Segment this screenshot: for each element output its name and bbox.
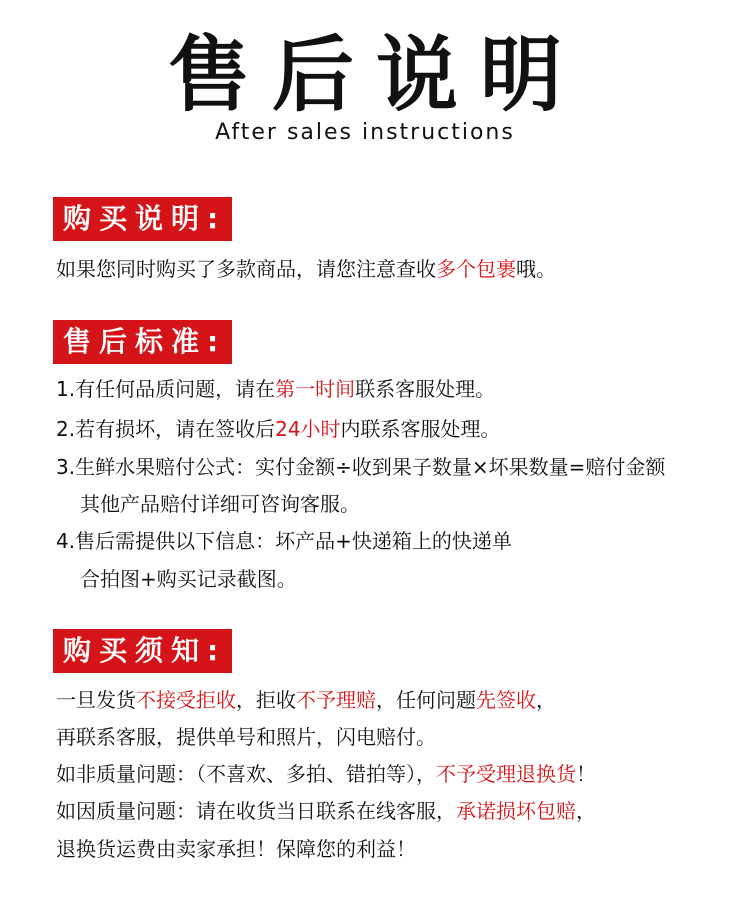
page-subtitle: After sales instructions	[215, 120, 515, 145]
notice-line-2: 再联系客服，提供单号和照片，闪电赔付。	[56, 725, 436, 749]
text-segment: 2.若有损坏，请在签收后	[56, 417, 276, 441]
text-segment: 如非质量问题：（不喜欢、多拍、错拍等），	[56, 762, 436, 786]
aftersales-item-1	[56, 374, 495, 404]
highlight-text: 不予理赔	[296, 688, 376, 712]
page-title: 售后说明	[167, 28, 584, 123]
highlight-text: 第一时间	[275, 377, 356, 401]
text-segment: ，	[576, 799, 596, 823]
text-segment: 一旦发货	[56, 688, 136, 712]
highlight-text: 多个包裹	[436, 257, 516, 281]
text-segment: ，	[536, 688, 556, 712]
notice-line-1	[56, 685, 556, 715]
section-badge-aftersales: 售后标准:	[53, 320, 232, 364]
highlight-text: 不接受拒收	[136, 688, 236, 712]
notice-line-4	[56, 796, 596, 826]
text-segment: 如因质量问题：请在收货当日联系在线客服，	[56, 799, 456, 823]
highlight-text: 先签收	[476, 688, 536, 712]
highlight-text: 24小时	[275, 417, 341, 441]
section-badge-notice: 购买须知:	[53, 629, 232, 673]
aftersales-item-3-continued: 其他产品赔付详细可咨询客服。	[80, 492, 360, 516]
aftersales-item-4-continued: 合拍图+购买记录截图。	[80, 567, 297, 591]
aftersales-item-3: 3.生鲜水果赔付公式：实付金额÷收到果子数量×坏果数量=赔付金额	[56, 455, 666, 479]
section-badge-purchase: 购买说明:	[53, 197, 232, 241]
text-segment: ，任何问题	[376, 688, 476, 712]
highlight-text: 承诺损坏包赔	[456, 799, 576, 823]
text-segment: ，拒收	[236, 688, 296, 712]
text-segment: 联系客服处理。	[355, 377, 496, 401]
purchase-line	[56, 254, 556, 284]
text-segment: 如果您同时购买了多款商品，请您注意查收	[56, 257, 436, 281]
text-segment: 哦。	[516, 257, 556, 281]
text-segment: 1.有任何品质问题，请在	[56, 377, 276, 401]
highlight-text: 不予受理退换货	[436, 762, 576, 786]
text-segment: 内联系客服处理。	[340, 417, 501, 441]
aftersales-item-4: 4.售后需提供以下信息：坏产品+快递箱上的快递单	[56, 529, 512, 553]
notice-line-5: 退换货运费由卖家承担！保障您的利益！	[56, 837, 416, 861]
notice-line-3	[56, 759, 596, 789]
text-segment: ！	[576, 762, 596, 786]
aftersales-item-2	[56, 414, 501, 444]
